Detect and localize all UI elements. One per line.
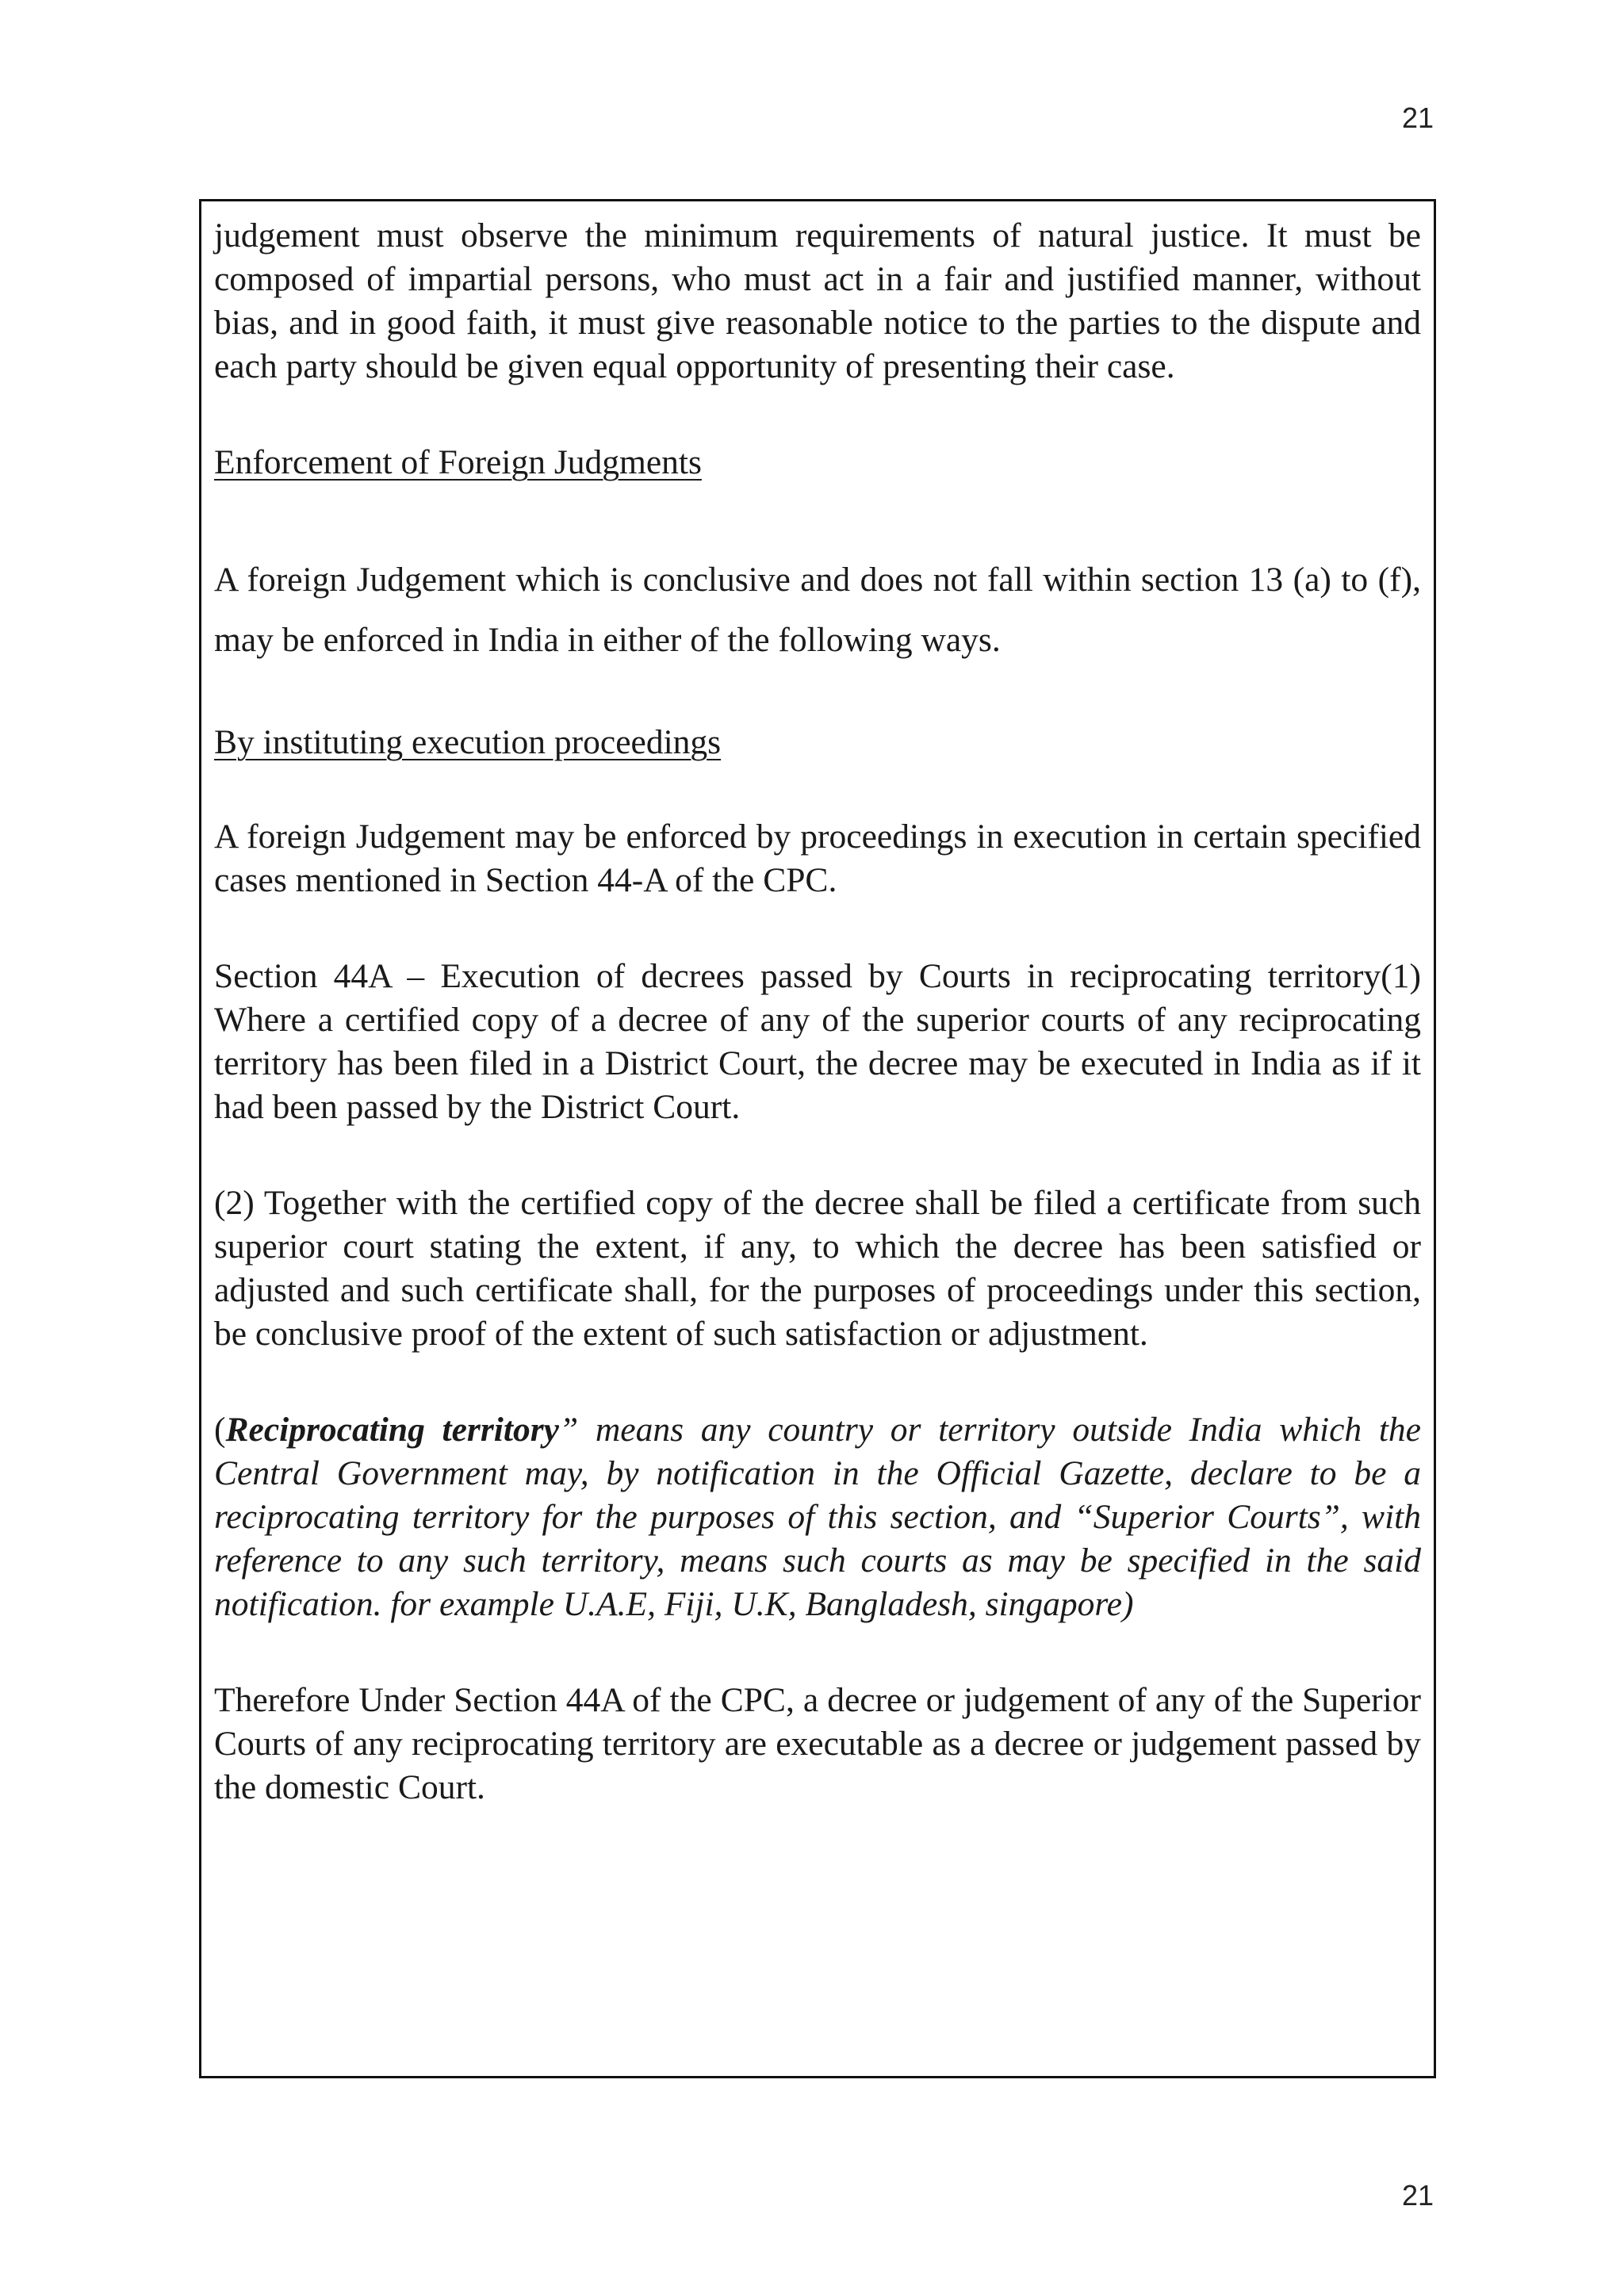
section-44a-clause-2: (2) Together with the certified copy of the decree shall be filed a certificate from such superior court stating the extent, if any, to which the decree has been satisfied or adjusted and such certificate shall, for the purposes of proceedings under this section, be conclusive proof of the extent of such satisfaction or adjustment.	[214, 1184, 1421, 1353]
definition-paragraph	[214, 1408, 1421, 1626]
page-number-top: 21	[1401, 101, 1434, 134]
page-number-bottom: 21	[1401, 2179, 1434, 2212]
definition-term: Reciprocating territory	[225, 1411, 559, 1449]
enforcement-heading: Enforcement of Foreign Judgments	[214, 443, 702, 481]
execution-heading: By instituting execution proceedings	[214, 723, 722, 761]
enforcement-paragraph: A foreign Judgement which is conclusive and does not fall within section 13 (a) to (f), may be enforced in India in either of the following ways.	[214, 561, 1421, 659]
conclusion-paragraph: Therefore Under Section 44A of the CPC, a decree or judgement of any of the Superior Courts of any reciprocating territory are executable as a decree or judgement passed by the domestic Court.	[214, 1681, 1421, 1806]
definition-open-paren: (	[214, 1411, 226, 1449]
intro-paragraph: judgement must observe the minimum requirements of natural justice. It must be composed of impartial persons, who must act in a fair and justified manner, without bias, and in good faith, it must give reasonable notice to the parties to the dispute and each party should be given equal opportunity of presenting their case.	[214, 216, 1421, 385]
execution-paragraph: A foreign Judgement may be enforced by proceedings in execution in certain specified cases mentioned in Section 44-A of the CPC.	[214, 818, 1421, 899]
section-44a-clause-1: Section 44A – Execution of decrees passed by Courts in reciprocating territory(1) Where a certified copy of a decree of any of the superior courts of any reciprocating territory has been filed in a District Court, the decree may be executed in India as if it had been passed by the District Court.	[214, 957, 1421, 1126]
content-box	[199, 199, 1436, 2078]
definition-text: ” means any country or territory outside India which the Central Government may, by notification in the Official Gazette, declare to be a reciprocating territory for the purposes of this section, and “Superior Courts”, with reference to any such territory, means such courts as may be specified in the said notification. for example U.A.E, Fiji, U.K, Bangladesh, singapore)	[214, 1411, 1421, 1623]
